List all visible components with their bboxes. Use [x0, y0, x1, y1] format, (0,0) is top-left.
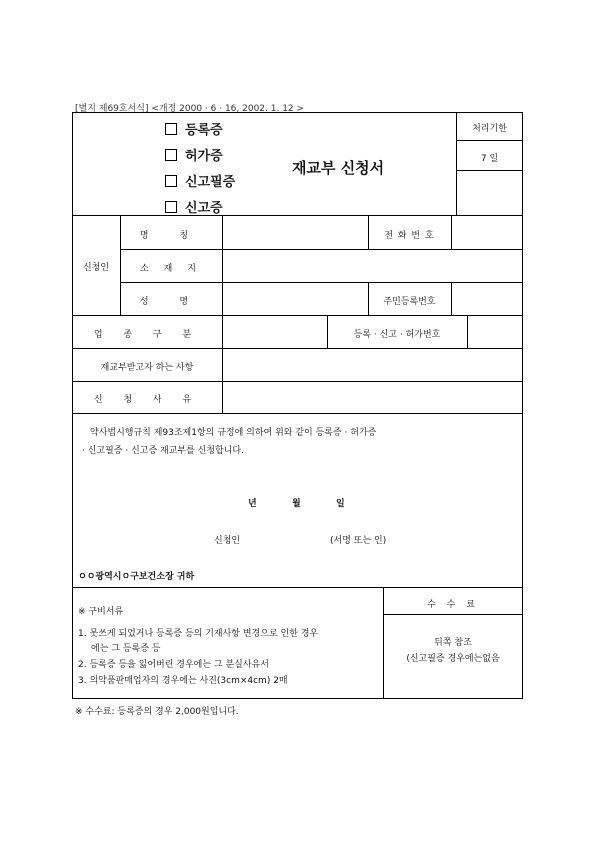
date-month: 월 [292, 499, 301, 509]
divider [72, 215, 523, 216]
document-item-1-cont: 에는 그 등록증 등 [91, 644, 161, 654]
fee-value-1: 뒤쪽 참조 [434, 638, 472, 648]
phone-label: 전 화 번 호 [384, 231, 435, 241]
checkbox-permit[interactable]: 허가증 [165, 145, 223, 164]
divider [222, 215, 223, 413]
addressee: ㅇㅇ광역시ㅇ구보건소장 귀하 [78, 572, 195, 582]
signature-note: (서명 또는 인) [330, 536, 387, 546]
date-year: 년 [248, 499, 257, 509]
divider [72, 381, 523, 382]
divider [120, 282, 523, 283]
footer-note: ※ 수수료: 등록증의 경우 2,000원입니다. [75, 707, 239, 717]
document-item-3: 3. 의약품판매업자의 경우에는 사진(3cm×4cm) 2매 [78, 676, 288, 686]
form-title: 재교부 신청서 [292, 159, 385, 177]
divider [72, 587, 523, 588]
document-item-1: 1. 못쓰게 되었거나 등록증 등의 기재사항 변경으로 인한 경우 [78, 629, 319, 639]
fee-label: 수 수 료 [427, 600, 479, 610]
divider [383, 614, 523, 615]
name-label: 명 칭 [139, 231, 203, 241]
processing-period-label: 처리기한 [472, 124, 507, 134]
divider [456, 140, 523, 141]
divider [456, 170, 523, 171]
checkbox-report[interactable]: 신고증 [165, 197, 223, 216]
divider [72, 348, 523, 349]
divider [72, 413, 523, 414]
checkbox-report-certificate[interactable]: 신고필증 [165, 171, 235, 190]
divider [467, 315, 468, 348]
address-label: 소 재 지 [140, 264, 202, 274]
checkbox-registration[interactable]: 등록증 [165, 119, 223, 138]
checkbox-icon [165, 123, 177, 135]
divider [451, 215, 452, 249]
divider [451, 282, 452, 315]
form-number-note: [별지 제69호서식] <개정 2000 · 6 · 16, 2002. 1. 12 > [75, 104, 305, 114]
applicant-group-label: 신청인 [82, 263, 110, 273]
business-type-label: 업 종 구 분 [93, 330, 201, 340]
document-item-2: 2. 등록증 등을 잃어버린 경우에는 그 분실사유서 [78, 660, 269, 670]
resident-number-label: 주민등록번호 [383, 297, 436, 307]
date-day: 일 [336, 499, 345, 509]
statement-line-2: · 신고필증 · 신고증 재교부를 신청합니다. [82, 446, 244, 456]
divider [120, 249, 523, 250]
checkbox-icon [165, 201, 177, 213]
signature-label: 신청인 [214, 536, 241, 546]
checkbox-icon [165, 149, 177, 161]
reason-label: 신 청 사 유 [93, 395, 201, 405]
reissue-item-label: 재교부받고자 하는 사항 [100, 363, 194, 373]
divider [72, 315, 523, 316]
checkbox-icon [165, 175, 177, 187]
processing-period-value: 7 일 [480, 154, 499, 164]
person-label: 성 명 [139, 297, 203, 307]
documents-title: ※ 구비서류 [78, 607, 124, 617]
license-number-label: 등록 · 신고 · 허가번호 [353, 330, 441, 340]
statement-line-1: 약사법시행규칙 제93조제1항의 규정에 의하여 위와 같이 등록증 · 허가증 [90, 428, 377, 438]
fee-value-2: (신고필증 경우에는없음 [406, 654, 500, 664]
